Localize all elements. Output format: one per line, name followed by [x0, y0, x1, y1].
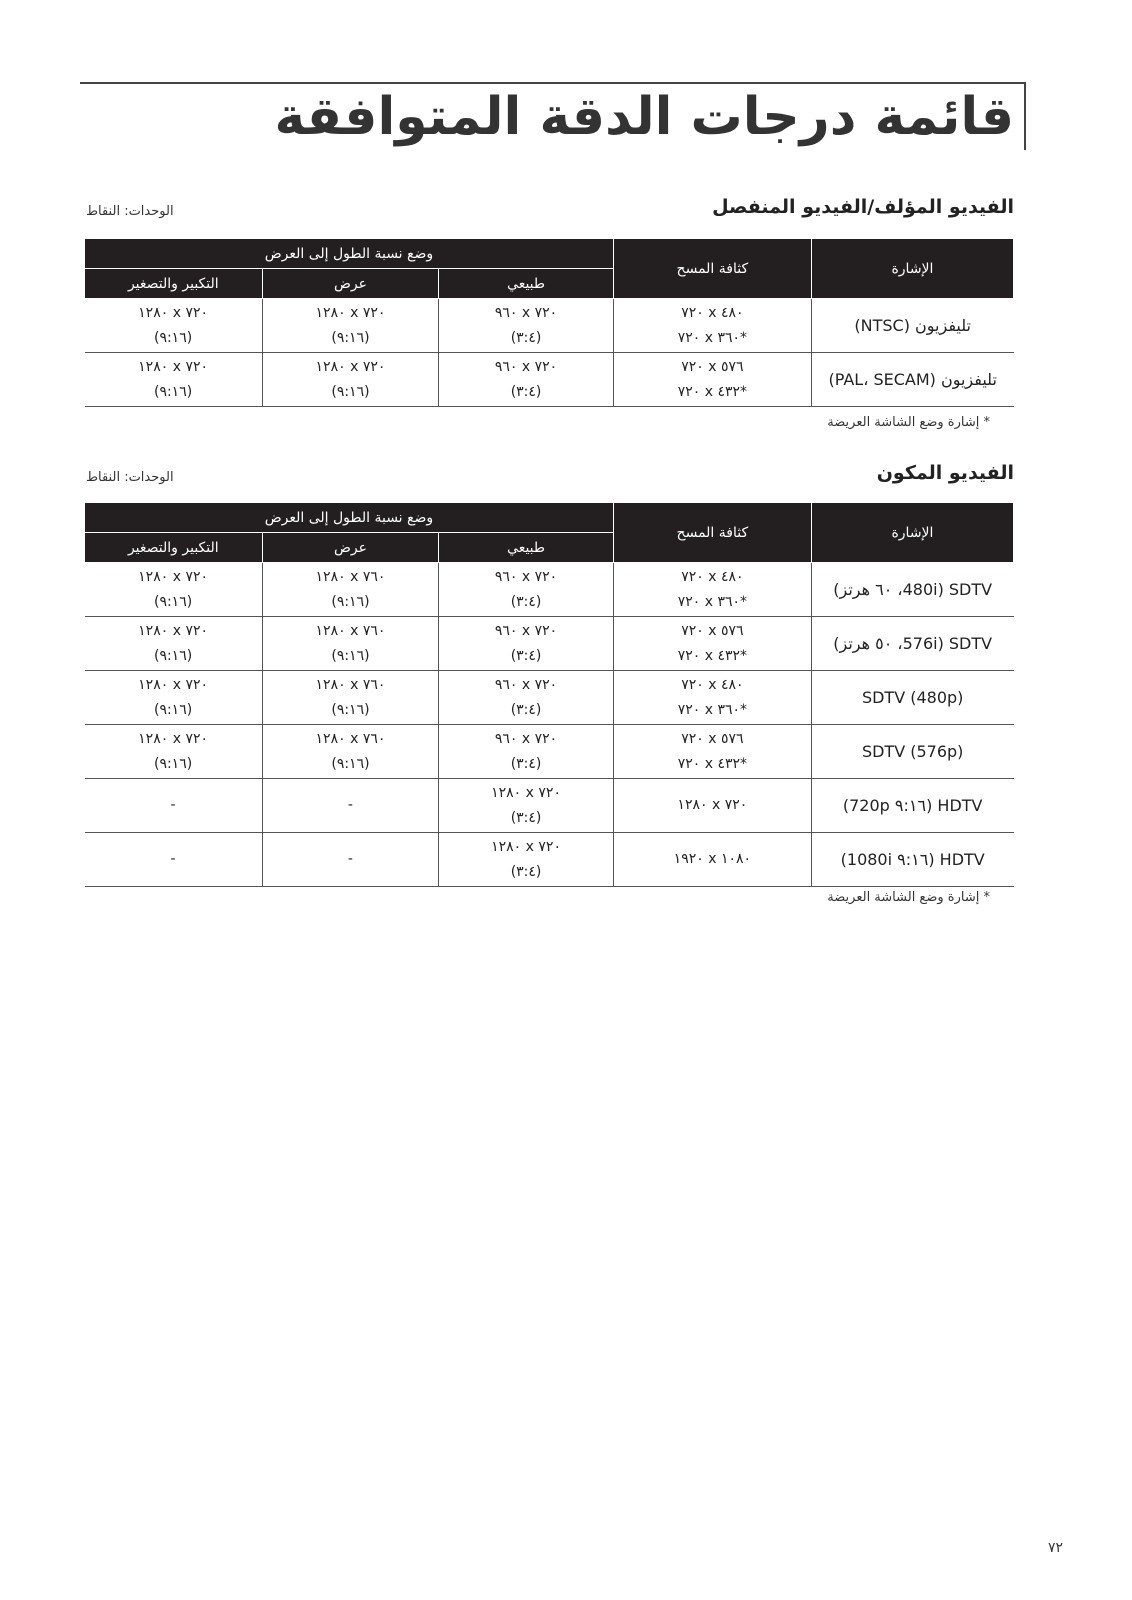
title-bar — [1024, 84, 1026, 150]
wide-cell: - — [262, 833, 439, 887]
signal-cell: SDTV (576p) — [811, 725, 1013, 779]
wide-cell: ٧٢٠ x ١٢٨٠ (٩:١٦) — [262, 299, 439, 353]
table-row — [85, 671, 1014, 725]
signal-cell: HDTV (٩:١٦ 1080i) — [811, 833, 1013, 887]
table-row — [85, 299, 1014, 353]
signal-cell: SDTV (576i، ٥٠ هرتز) — [811, 617, 1013, 671]
section1-note: * إشارة وضع الشاشة العريضة — [827, 415, 990, 430]
normal-cell: ٧٢٠ x ١٢٨٠ (٣:٤) — [439, 779, 614, 833]
resolution-cell: ٧٢٠ x ١٢٨٠ — [613, 779, 811, 833]
wide-cell: ٧٦٠ x ١٢٨٠ (٩:١٦) — [262, 671, 439, 725]
zoom-cell: ٧٢٠ x ١٢٨٠ (٩:١٦) — [85, 725, 263, 779]
table-row — [85, 617, 1014, 671]
section1-units: الوحدات: النقاط — [86, 204, 174, 219]
table-row — [85, 563, 1014, 617]
signal-cell: HDTV (٩:١٦ 720p) — [811, 779, 1013, 833]
header-normal: طبيعي — [439, 533, 614, 563]
normal-cell: ٧٢٠ x ٩٦٠ (٣:٤) — [439, 299, 614, 353]
section1-title: الفيديو المؤلف/الفيديو المنفصل — [712, 196, 1014, 218]
wide-cell: ٧٦٠ x ١٢٨٠ (٩:١٦) — [262, 725, 439, 779]
signal-cell: تليفزيون (NTSC) — [811, 299, 1013, 353]
table-row — [85, 779, 1014, 833]
header-signal: الإشارة — [811, 503, 1013, 563]
header-signal: الإشارة — [811, 239, 1013, 299]
resolution-cell: ٥٧٦ x ٧٢٠ *٤٣٢ x ٧٢٠ — [613, 617, 811, 671]
normal-cell: ٧٢٠ x ١٢٨٠ (٣:٤) — [439, 833, 614, 887]
header-aspect-group: وضع نسبة الطول إلى العرض — [85, 503, 614, 533]
header-resolution: كثافة المسح — [613, 503, 811, 563]
wide-cell: ٧٦٠ x ١٢٨٠ (٩:١٦) — [262, 563, 439, 617]
zoom-cell: ٧٢٠ x ١٢٨٠ (٩:١٦) — [85, 299, 263, 353]
normal-cell: ٧٢٠ x ٩٦٠ (٣:٤) — [439, 671, 614, 725]
header-normal: طبيعي — [439, 269, 614, 299]
zoom-cell: - — [85, 833, 263, 887]
resolution-cell: ٤٨٠ x ٧٢٠ *٣٦٠ x ٧٢٠ — [613, 563, 811, 617]
normal-cell: ٧٢٠ x ٩٦٠ (٣:٤) — [439, 353, 614, 407]
normal-cell: ٧٢٠ x ٩٦٠ (٣:٤) — [439, 725, 614, 779]
zoom-cell: ٧٢٠ x ١٢٨٠ (٩:١٦) — [85, 353, 263, 407]
table-row — [85, 833, 1014, 887]
zoom-cell: ٧٢٠ x ١٢٨٠ (٩:١٦) — [85, 617, 263, 671]
table-row — [85, 353, 1014, 407]
normal-cell: ٧٢٠ x ٩٦٠ (٣:٤) — [439, 617, 614, 671]
resolution-cell: ١٠٨٠ x ١٩٢٠ — [613, 833, 811, 887]
page-number: ٧٢ — [1048, 1540, 1064, 1556]
resolution-cell: ٥٧٦ x ٧٢٠ *٤٣٢ x ٧٢٠ — [613, 725, 811, 779]
normal-cell: ٧٢٠ x ٩٦٠ (٣:٤) — [439, 563, 614, 617]
wide-cell: ٧٢٠ x ١٢٨٠ (٩:١٦) — [262, 353, 439, 407]
zoom-cell: ٧٢٠ x ١٢٨٠ (٩:١٦) — [85, 563, 263, 617]
table-row — [85, 725, 1014, 779]
header-wide: عرض — [262, 533, 439, 563]
header-aspect-group: وضع نسبة الطول إلى العرض — [85, 239, 614, 269]
section1-table — [84, 238, 1014, 407]
wide-cell: - — [262, 779, 439, 833]
signal-cell: SDTV (480i، ٦٠ هرتز) — [811, 563, 1013, 617]
resolution-cell: ٤٨٠ x ٧٢٠ *٣٦٠ x ٧٢٠ — [613, 671, 811, 725]
zoom-cell: - — [85, 779, 263, 833]
resolution-cell: ٤٨٠ x ٧٢٠ *٣٦٠ x ٧٢٠ — [613, 299, 811, 353]
section2-title: الفيديو المكون — [876, 462, 1014, 484]
zoom-cell: ٧٢٠ x ١٢٨٠ (٩:١٦) — [85, 671, 263, 725]
header-zoom: التكبير والتصغير — [85, 533, 263, 563]
section2-table — [84, 502, 1014, 887]
header-wide: عرض — [262, 269, 439, 299]
section2-units: الوحدات: النقاط — [86, 470, 174, 485]
resolution-cell: ٥٧٦ x ٧٢٠ *٤٣٢ x ٧٢٠ — [613, 353, 811, 407]
wide-cell: ٧٦٠ x ١٢٨٠ (٩:١٦) — [262, 617, 439, 671]
section2-note: * إشارة وضع الشاشة العريضة — [827, 890, 990, 905]
header-resolution: كثافة المسح — [613, 239, 811, 299]
signal-cell: SDTV (480p) — [811, 671, 1013, 725]
signal-cell: تليفزيون (PAL، SECAM) — [811, 353, 1013, 407]
page-title: قائمة درجات الدقة المتوافقة — [274, 87, 1014, 147]
header-zoom: التكبير والتصغير — [85, 269, 263, 299]
